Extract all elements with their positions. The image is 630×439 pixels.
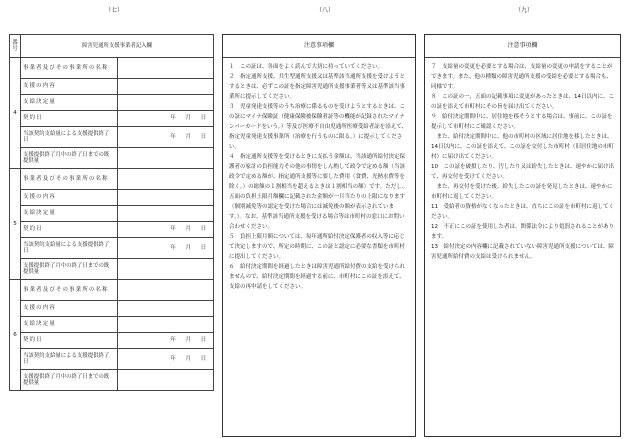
register-row-value[interactable] [117,58,214,79]
matters-item: 12 不正にこの証を使用した者は、関係法令により処罰されることがあります。 [431,224,615,240]
register-row-label: 当該契約支給量による支援提供終了日 [21,238,118,259]
register-row-label: 当該契約支給量による支援提供終了日 [21,127,118,148]
register-row-value[interactable] [117,79,214,95]
matters-panel [424,34,621,437]
register-row-value[interactable] [117,206,214,222]
register-row-label: 契約日 [21,111,118,127]
date-unit-label: 年 [170,133,176,140]
register-row-value[interactable] [117,349,214,370]
register-row-label: 支援提供終了月中の終了日までの既提供量 [21,148,118,169]
register-row-label: 支援提供終了月中の終了日までの既提供量 [21,259,118,280]
date-unit-label: 月 [185,133,191,140]
register-row [10,111,214,127]
register-row-label: 契約日 [21,333,118,349]
matters-item: ７ 支給量の変更を必要とする場合は、支給量の変更の申請をすることができます。また、他の種類の障害児通所支援の受給を必要とする場合も、同様です。 [431,64,613,90]
date-units [120,356,212,362]
date-units [120,245,212,251]
register-row-value[interactable] [117,280,214,301]
page-number-7: （七） [105,7,124,14]
register-row-value[interactable] [117,317,214,333]
entry-number: 6 [10,280,21,391]
matters-item: 13 給付決定の内容欄に記載されていない障害児通所支援については、障害児通所給付費の支給は受けられません。 [431,244,614,260]
register-number-header: 番号 [10,35,21,58]
register-row-label: 支給決定量 [21,95,118,111]
register-row [10,349,214,370]
provider-register-table [9,34,214,391]
register-row-value[interactable] [117,238,214,259]
entry-number: 5 [10,169,21,280]
date-unit-label: 年 [170,244,176,251]
register-row [10,370,214,391]
register-row [10,259,214,280]
page-number-8: （八） [316,7,335,14]
register-row-label: 支援の内容 [21,190,118,206]
register-row [10,206,214,222]
register-row-value[interactable] [117,111,214,127]
date-unit-label: 月 [185,337,191,344]
date-units [120,337,212,343]
register-row-label: 事業者及びその事業所の名称 [21,58,118,79]
register-row-value[interactable] [117,148,214,169]
register-row-label: 当該契約支給量による支援提供終了日 [21,349,118,370]
matters-item: 11 受給者の資格がなくなったときは、直ちにこの証を市町村に返してください。 [431,204,615,220]
register-row [10,301,214,317]
notes-item: ５ 負担上限月額については、毎年通所給付決定保護者の収入等に応じて決定しますので、所定の時期に、この証と認定に必要な書類を市町村に提出してください。 [229,234,405,260]
register-row-value[interactable] [117,190,214,206]
notes-panel [222,34,416,437]
entry-number: 4 [10,58,21,169]
notes-item: ６ 給付決定期間を経過したときは障害児通所給付費の支給を受けられませんので、給付決定期間を経過する前に、市町村にこの証を添えて、支給の再申請をしてください。 [229,264,406,290]
date-unit-label: 日 [200,133,207,140]
date-unit-label: 日 [200,226,207,233]
register-row-value[interactable] [117,95,214,111]
register-row-label: 支援の内容 [21,79,118,95]
register-row-label: 事業者及びその事業所の名称 [21,169,118,190]
register-row-value[interactable] [117,370,214,391]
date-unit-label: 月 [185,355,191,362]
register-row [10,190,214,206]
register-row-value[interactable] [117,222,214,238]
notes-title: 注意事項欄 [223,35,415,58]
register-row-value[interactable] [117,169,214,190]
register-row [10,148,214,169]
register-row [10,280,214,301]
matters-item: また、再交付を受けた後、紛失したこの証を発見したときは、速やかに市町村に返してください。 [431,184,613,200]
matters-item: また、給付決定期間中に、他の市町村の区域に居住地を移したときは、14日以内に、この証を添えて、この証を交付した市町村（旧居住地の市町村）に届け出てください。 [431,134,614,160]
register-row [10,222,214,238]
date-unit-label: 日 [200,244,207,251]
register-row [10,79,214,95]
date-unit-label: 年 [170,337,176,344]
notes-item: ４ 指定通所支援等を受けるときに支払う金額は、当該通所給付決定保護者の家計の負担能力その他の事情をしん酌して政令で定める額（当該政令で定める額が、指定通所支援等に要した費用（食費、光熱水費等を除く。）の総額の１割相当を超えるときは１割相当の額）です。ただし、五面の負担上限月額欄に記載された金額が一月当たりの上限になります（個別減免等の認定を受けた場合には減免後の額が表示されています。）。なお、基準該当通所支援を受ける場合等は市町村の窓口にお問い合わせください。 [229,154,408,230]
date-units [120,115,212,121]
date-unit-label: 月 [185,226,191,233]
notes-item: ２ 指定通所支援、共生型通所支援又は基準該当通所支援を受けようとするときは、必ずこの証を指定障害児通所支援事業者等又は基準該当事業所に提示してください。 [229,74,406,100]
register-title-header: 障害児通所支援事業者記入欄 [21,35,214,58]
notes-item: １ この証は、各面をよく読んで大切に持っていてください。 [229,64,384,70]
register-row [10,238,214,259]
register-row [10,127,214,148]
date-unit-label: 年 [170,115,176,122]
register-row-value[interactable] [117,127,214,148]
matters-title: 注意事項欄 [425,35,620,58]
matters-item: 10 この証を破損したり、汚したり又は紛失したときは、速やかに届け出て、再交付を受けてください。 [431,164,615,180]
date-unit-label: 月 [185,115,191,122]
register-header-row [10,35,214,58]
matters-item: ８ この証の一、五面の記載事項に変更があったときは、14日以内に、この証を添えて市町村にその旨を届け出てください。 [431,94,614,110]
date-unit-label: 年 [170,226,176,233]
page-number-9: （九） [515,7,534,14]
date-unit-label: 日 [200,115,207,122]
register-row-value[interactable] [117,333,214,349]
register-row-label: 支給決定量 [21,317,118,333]
notes-body [223,58,415,296]
date-units [120,134,212,140]
register-row-label: 契約日 [21,222,118,238]
register-row [10,333,214,349]
date-unit-label: 月 [185,244,191,251]
register-row [10,317,214,333]
register-row [10,169,214,190]
register-row [10,95,214,111]
register-row-label: 支援の内容 [21,301,118,317]
date-unit-label: 日 [200,355,207,362]
matters-body [425,58,620,266]
register-row-value[interactable] [117,259,214,280]
register-row-value[interactable] [117,301,214,317]
register-row-label: 支給決定量 [21,206,118,222]
notes-item: ３ 児童発達支援等のうち治療に係るものを受けようとするときは、この証にマイナ保険証（健康保険被保険者証等の機能が記録されたマイナンバーカードをいう。）等及び医療不自由児通所医療受給者証を添えて、指定児童発達支援事業所（治療を行うものに限る。）に提示してください。 [229,104,408,150]
date-unit-label: 日 [200,337,207,344]
register-row-label: 支援提供終了月中の終了日までの既提供量 [21,370,118,391]
register-row [10,58,214,79]
date-unit-label: 年 [170,355,176,362]
date-units [120,226,212,232]
matters-item: ９ 給付決定期間中に、居住地を移そうとする場合は、事前に、この証を提示して市町村にご確認ください。 [431,114,613,130]
register-row-label: 事業者及びその事業所の名称 [21,280,118,301]
